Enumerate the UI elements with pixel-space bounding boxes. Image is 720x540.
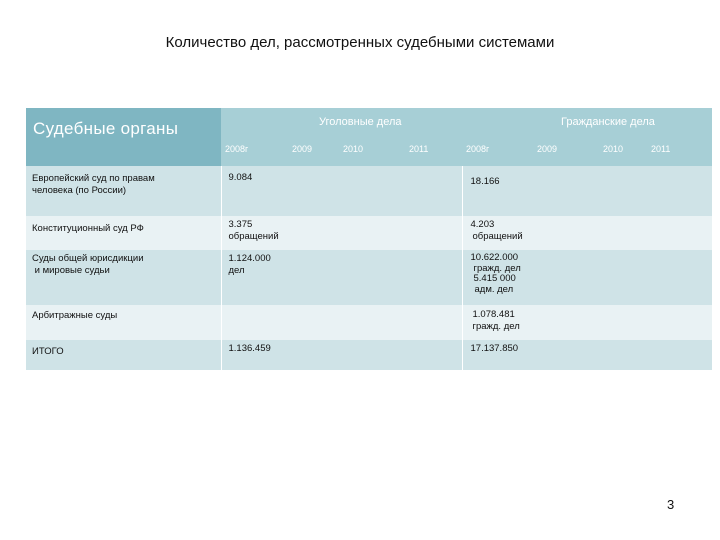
header-civil-year: 2010 [603,144,624,154]
page-number: 3 [667,497,675,512]
table-row [26,340,712,370]
table-row [26,166,712,216]
court-name-line: Конституционный суд РФ [32,223,144,234]
criminal-cell [221,250,462,305]
court-name-cell [26,166,221,216]
civil-value: 10.622.000 [470,252,519,263]
header-case-groups [221,108,712,166]
civil-value: гражд. дел [473,262,521,274]
civil-value: адм. дел [474,283,514,295]
civil-value: 5.415 000 [473,273,516,284]
court-name-cell [26,216,221,250]
header-civil-year: 2011 [651,144,671,154]
civil-value: 4.203 [470,219,495,230]
header-civil-year: 2008г [466,144,490,154]
table-header-row [26,108,712,166]
civil-cell [462,250,712,305]
court-name-line: и мировые судьи [32,265,110,276]
criminal-total: 1.136.459 [228,343,271,354]
court-name-line: Европейский суд по правам [32,173,155,184]
criminal-value: 3.375 [228,219,253,230]
civil-value: обращений [472,231,523,242]
header-criminal-year: 2010 [343,144,364,154]
court-name-cell [26,340,221,370]
header-criminal-year: 2011 [409,144,429,154]
total-label: ИТОГО [32,346,64,357]
table-row [26,305,712,340]
court-name-cell [26,250,221,305]
civil-cell [462,216,712,250]
civil-value: 1.078.481 [472,309,515,320]
court-name-line: человека (по России) [32,185,127,196]
civil-total: 17.137.850 [470,343,519,354]
criminal-value: дел [228,265,245,276]
criminal-cell [221,305,462,340]
header-civil: Гражданские дела [561,116,655,128]
civil-cell [462,305,712,340]
header-criminal: Уголовные дела [319,116,402,128]
header-courts: Судебные органы [26,108,221,166]
criminal-cell [221,340,462,370]
header-criminal-year: 2009 [292,144,313,154]
header-civil-year: 2009 [537,144,558,154]
courts-table [26,108,712,380]
court-name-line: Арбитражные суды [32,310,118,321]
civil-value: гражд. дел [472,321,520,332]
table-row [26,216,712,250]
table-row [26,250,712,305]
header-criminal-year: 2008г [225,144,249,154]
court-name-cell [26,305,221,340]
civil-value: 18.166 [470,176,500,187]
criminal-cell [221,216,462,250]
criminal-value: обращений [228,231,279,242]
court-name-line: Суды общей юрисдикции [32,253,144,264]
criminal-value: 9.084 [228,172,253,183]
criminal-value: 1.124.000 [228,253,271,264]
civil-cell [462,166,712,216]
civil-cell [462,340,712,370]
criminal-cell [221,166,462,216]
slide-title: Количество дел, рассмотренных судебными системами [165,34,555,51]
